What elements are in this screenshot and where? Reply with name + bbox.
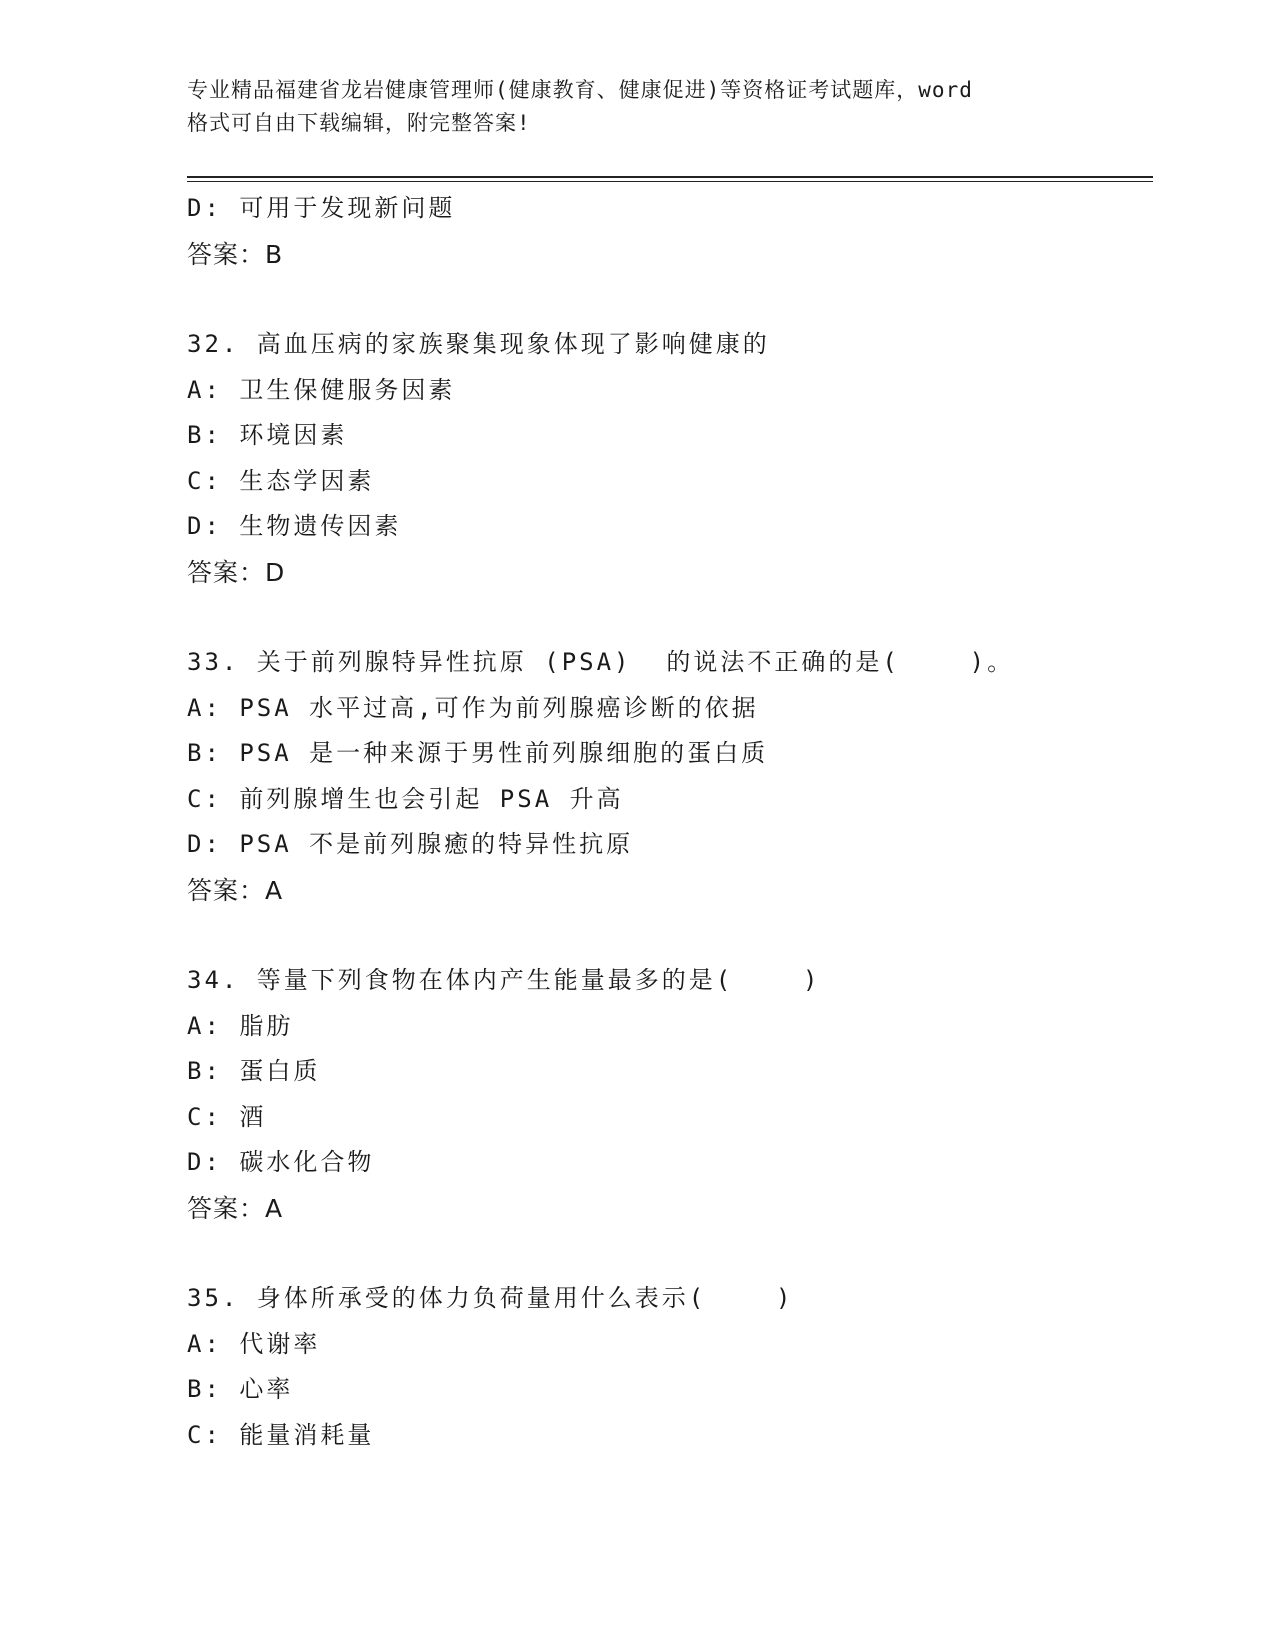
prev-answer: 答案：B <box>187 239 284 269</box>
option-a: A: 代谢率 <box>187 1329 321 1358</box>
question-34 <box>187 958 1147 1231</box>
spacer <box>187 1231 1147 1276</box>
question-stem: 35. 身体所承受的体力负荷量用什么表示( ) <box>187 1284 794 1312</box>
answer: 答案：D <box>187 557 286 587</box>
option-b: B: 环境因素 <box>187 421 348 449</box>
prev-option-d: D: 可用于发现新问题 <box>187 194 456 222</box>
option-d: D: 碳水化合物 <box>187 1148 375 1176</box>
option-a: A: 脂肪 <box>187 1011 294 1040</box>
option-c: C: 能量消耗量 <box>187 1420 375 1449</box>
option-c: C: 酒 <box>187 1102 267 1131</box>
option-a: A: 卫生保健服务因素 <box>187 375 456 404</box>
header-line-1: 专业精品福建省龙岩健康管理师(健康教育、健康促进)等资格证考试题库，word <box>187 78 973 102</box>
option-b: B: PSA 是一种来源于男性前列腺细胞的蛋白质 <box>187 739 769 767</box>
question-stem: 32. 高血压病的家族聚集现象体现了影响健康的 <box>187 330 770 358</box>
option-c: C: 生态学因素 <box>187 466 375 495</box>
answer: 答案：A <box>187 1193 284 1223</box>
spacer <box>187 595 1147 640</box>
header-rule-thick <box>187 176 1153 178</box>
question-stem: 33. 关于前列腺特异性抗原 (PSA) 的说法不正确的是( )。 <box>187 648 1015 676</box>
header-line-2: 格式可自由下载编辑，附完整答案! <box>187 111 531 135</box>
option-b: B: 心率 <box>187 1375 294 1403</box>
option-d: D: 生物遗传因素 <box>187 512 402 540</box>
option-b: B: 蛋白质 <box>187 1057 321 1085</box>
header-rule-thin <box>187 181 1153 182</box>
option-a: A: PSA 水平过高,可作为前列腺癌诊断的依据 <box>187 693 759 722</box>
question-list <box>187 186 1147 1458</box>
question-35 <box>187 1276 1147 1458</box>
question-32 <box>187 322 1147 595</box>
option-c: C: 前列腺增生也会引起 PSA 升高 <box>187 784 624 813</box>
spacer <box>187 277 1147 322</box>
question-stem: 34. 等量下列食物在体内产生能量最多的是( ) <box>187 966 821 994</box>
question-33 <box>187 640 1147 913</box>
answer: 答案：A <box>187 875 284 905</box>
option-d: D: PSA 不是前列腺癒的特异性抗原 <box>187 830 634 858</box>
page-header <box>187 74 1067 140</box>
spacer <box>187 913 1147 958</box>
